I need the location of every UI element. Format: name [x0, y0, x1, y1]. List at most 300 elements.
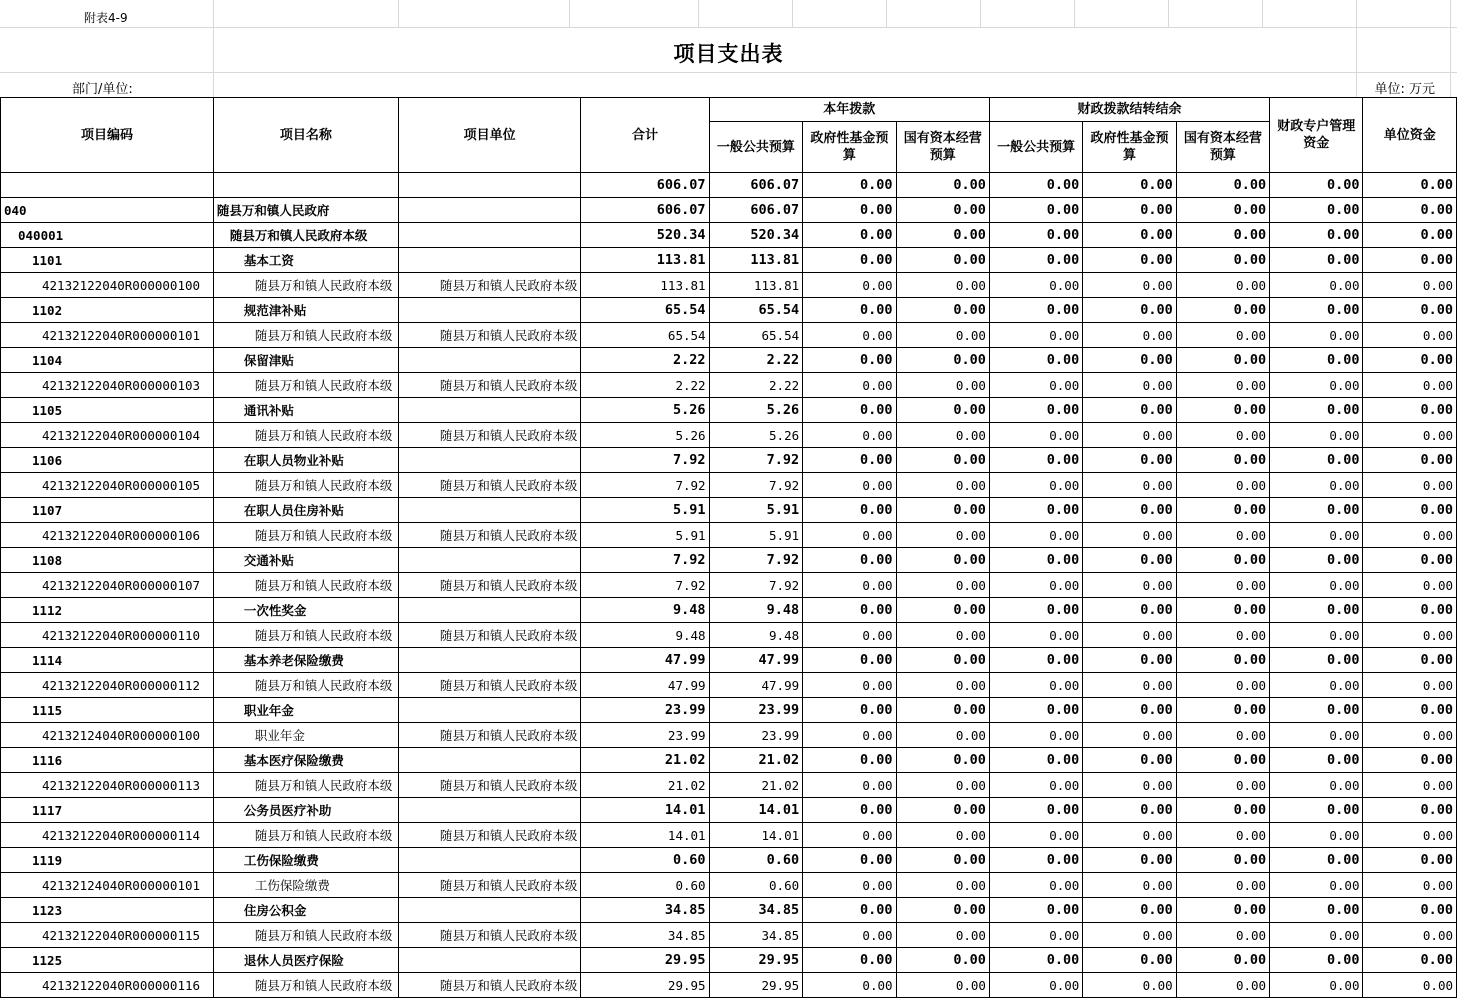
project-name-cell[interactable]: 随县万和镇人民政府本级 — [213, 773, 398, 798]
general-budget-cell[interactable]: 606.07 — [709, 198, 803, 223]
state-capital-budget-cell[interactable]: 0.00 — [896, 398, 989, 423]
project-unit-cell[interactable]: 随县万和镇人民政府本级 — [398, 823, 581, 848]
header-unit-funds[interactable]: 单位资金 — [1363, 98, 1457, 173]
general-budget-cell[interactable]: 29.95 — [709, 973, 803, 998]
carry-state-capital-budget-cell[interactable]: 0.00 — [1176, 273, 1269, 298]
general-budget-cell[interactable]: 5.26 — [709, 398, 803, 423]
project-name-cell[interactable]: 随县万和镇人民政府本级 — [213, 473, 398, 498]
special-account-funds-cell[interactable]: 0.00 — [1270, 623, 1363, 648]
general-budget-cell[interactable]: 47.99 — [709, 673, 803, 698]
carry-state-capital-budget-cell[interactable]: 0.00 — [1176, 173, 1269, 198]
project-unit-cell[interactable]: 随县万和镇人民政府本级 — [398, 273, 581, 298]
special-account-funds-cell[interactable]: 0.00 — [1270, 548, 1363, 573]
unit-funds-cell[interactable]: 0.00 — [1363, 973, 1457, 998]
unit-funds-cell[interactable]: 0.00 — [1363, 398, 1457, 423]
project-code-cell[interactable]: 42132122040R000000107 — [1, 573, 214, 598]
carry-general-budget-cell[interactable]: 0.00 — [989, 598, 1082, 623]
carry-gov-fund-budget-cell[interactable]: 0.00 — [1083, 473, 1176, 498]
carry-general-budget-cell[interactable]: 0.00 — [989, 573, 1082, 598]
gov-fund-budget-cell[interactable]: 0.00 — [803, 723, 896, 748]
project-name-cell[interactable]: 随县万和镇人民政府本级 — [213, 323, 398, 348]
project-name-cell[interactable]: 基本养老保险缴费 — [213, 648, 398, 673]
project-unit-cell[interactable] — [398, 173, 581, 198]
carry-state-capital-budget-cell[interactable]: 0.00 — [1176, 373, 1269, 398]
project-code-cell[interactable]: 1106 — [1, 448, 214, 473]
unit-funds-cell[interactable]: 0.00 — [1363, 323, 1457, 348]
carry-gov-fund-budget-cell[interactable]: 0.00 — [1083, 523, 1176, 548]
table-row[interactable] — [1, 648, 1457, 673]
total-cell[interactable]: 5.91 — [581, 498, 709, 523]
special-account-funds-cell[interactable]: 0.00 — [1270, 698, 1363, 723]
carry-gov-fund-budget-cell[interactable]: 0.00 — [1083, 173, 1176, 198]
special-account-funds-cell[interactable]: 0.00 — [1270, 923, 1363, 948]
unit-funds-cell[interactable]: 0.00 — [1363, 373, 1457, 398]
state-capital-budget-cell[interactable]: 0.00 — [896, 923, 989, 948]
unit-funds-cell[interactable]: 0.00 — [1363, 273, 1457, 298]
project-unit-cell[interactable]: 随县万和镇人民政府本级 — [398, 523, 581, 548]
total-cell[interactable]: 34.85 — [581, 923, 709, 948]
special-account-funds-cell[interactable]: 0.00 — [1270, 473, 1363, 498]
project-code-cell[interactable]: 42132122040R000000104 — [1, 423, 214, 448]
general-budget-cell[interactable]: 5.26 — [709, 423, 803, 448]
special-account-funds-cell[interactable]: 0.00 — [1270, 173, 1363, 198]
special-account-funds-cell[interactable]: 0.00 — [1270, 348, 1363, 373]
total-cell[interactable]: 29.95 — [581, 973, 709, 998]
state-capital-budget-cell[interactable]: 0.00 — [896, 673, 989, 698]
carry-general-budget-cell[interactable]: 0.00 — [989, 323, 1082, 348]
project-unit-cell[interactable]: 随县万和镇人民政府本级 — [398, 573, 581, 598]
state-capital-budget-cell[interactable]: 0.00 — [896, 873, 989, 898]
carry-general-budget-cell[interactable]: 0.00 — [989, 623, 1082, 648]
carry-gov-fund-budget-cell[interactable]: 0.00 — [1083, 898, 1176, 923]
carry-state-capital-budget-cell[interactable]: 0.00 — [1176, 898, 1269, 923]
project-unit-cell[interactable] — [398, 548, 581, 573]
general-budget-cell[interactable]: 14.01 — [709, 823, 803, 848]
carry-state-capital-budget-cell[interactable]: 0.00 — [1176, 398, 1269, 423]
total-cell[interactable]: 5.91 — [581, 523, 709, 548]
project-name-cell[interactable]: 在职人员住房补贴 — [213, 498, 398, 523]
special-account-funds-cell[interactable]: 0.00 — [1270, 423, 1363, 448]
project-code-cell[interactable]: 42132122040R000000113 — [1, 773, 214, 798]
carry-state-capital-budget-cell[interactable]: 0.00 — [1176, 198, 1269, 223]
state-capital-budget-cell[interactable]: 0.00 — [896, 748, 989, 773]
special-account-funds-cell[interactable]: 0.00 — [1270, 673, 1363, 698]
carry-general-budget-cell[interactable]: 0.00 — [989, 948, 1082, 973]
table-row[interactable] — [1, 298, 1457, 323]
carry-state-capital-budget-cell[interactable]: 0.00 — [1176, 598, 1269, 623]
table-row[interactable] — [1, 723, 1457, 748]
gov-fund-budget-cell[interactable]: 0.00 — [803, 348, 896, 373]
carry-general-budget-cell[interactable]: 0.00 — [989, 173, 1082, 198]
table-row[interactable] — [1, 748, 1457, 773]
project-unit-cell[interactable] — [398, 698, 581, 723]
gov-fund-budget-cell[interactable]: 0.00 — [803, 198, 896, 223]
project-code-cell[interactable]: 42132124040R000000101 — [1, 873, 214, 898]
gov-fund-budget-cell[interactable]: 0.00 — [803, 523, 896, 548]
total-cell[interactable]: 21.02 — [581, 748, 709, 773]
general-budget-cell[interactable]: 29.95 — [709, 948, 803, 973]
total-cell[interactable]: 65.54 — [581, 298, 709, 323]
project-name-cell[interactable]: 职业年金 — [213, 698, 398, 723]
state-capital-budget-cell[interactable]: 0.00 — [896, 598, 989, 623]
table-row[interactable] — [1, 348, 1457, 373]
general-budget-cell[interactable]: 23.99 — [709, 698, 803, 723]
general-budget-cell[interactable]: 0.60 — [709, 873, 803, 898]
carry-gov-fund-budget-cell[interactable]: 0.00 — [1083, 848, 1176, 873]
unit-funds-cell[interactable]: 0.00 — [1363, 823, 1457, 848]
table-row[interactable] — [1, 623, 1457, 648]
special-account-funds-cell[interactable]: 0.00 — [1270, 373, 1363, 398]
project-name-cell[interactable]: 随县万和镇人民政府本级 — [213, 923, 398, 948]
special-account-funds-cell[interactable]: 0.00 — [1270, 323, 1363, 348]
carry-gov-fund-budget-cell[interactable]: 0.00 — [1083, 623, 1176, 648]
gov-fund-budget-cell[interactable]: 0.00 — [803, 448, 896, 473]
project-unit-cell[interactable]: 随县万和镇人民政府本级 — [398, 873, 581, 898]
project-code-cell[interactable]: 42132122040R000000110 — [1, 623, 214, 648]
gov-fund-budget-cell[interactable]: 0.00 — [803, 423, 896, 448]
unit-funds-cell[interactable]: 0.00 — [1363, 673, 1457, 698]
state-capital-budget-cell[interactable]: 0.00 — [896, 273, 989, 298]
gov-fund-budget-cell[interactable]: 0.00 — [803, 598, 896, 623]
table-row[interactable] — [1, 673, 1457, 698]
table-row[interactable] — [1, 198, 1457, 223]
carry-general-budget-cell[interactable]: 0.00 — [989, 298, 1082, 323]
table-row[interactable] — [1, 248, 1457, 273]
carry-gov-fund-budget-cell[interactable]: 0.00 — [1083, 748, 1176, 773]
carry-gov-fund-budget-cell[interactable]: 0.00 — [1083, 323, 1176, 348]
carry-gov-fund-budget-cell[interactable]: 0.00 — [1083, 223, 1176, 248]
project-code-cell[interactable]: 1112 — [1, 598, 214, 623]
table-row[interactable] — [1, 873, 1457, 898]
carry-gov-fund-budget-cell[interactable]: 0.00 — [1083, 698, 1176, 723]
gov-fund-budget-cell[interactable]: 0.00 — [803, 773, 896, 798]
state-capital-budget-cell[interactable]: 0.00 — [896, 323, 989, 348]
carry-state-capital-budget-cell[interactable]: 0.00 — [1176, 698, 1269, 723]
header-group-current-year[interactable]: 本年拨款 — [709, 98, 989, 122]
state-capital-budget-cell[interactable]: 0.00 — [896, 573, 989, 598]
carry-general-budget-cell[interactable]: 0.00 — [989, 973, 1082, 998]
project-code-cell[interactable]: 1104 — [1, 348, 214, 373]
project-unit-cell[interactable] — [398, 223, 581, 248]
gov-fund-budget-cell[interactable]: 0.00 — [803, 498, 896, 523]
carry-state-capital-budget-cell[interactable]: 0.00 — [1176, 498, 1269, 523]
project-code-cell[interactable]: 1108 — [1, 548, 214, 573]
total-cell[interactable]: 606.07 — [581, 198, 709, 223]
table-row[interactable] — [1, 273, 1457, 298]
project-name-cell[interactable]: 随县万和镇人民政府本级 — [213, 573, 398, 598]
project-unit-cell[interactable]: 随县万和镇人民政府本级 — [398, 723, 581, 748]
state-capital-budget-cell[interactable]: 0.00 — [896, 898, 989, 923]
gov-fund-budget-cell[interactable]: 0.00 — [803, 223, 896, 248]
carry-general-budget-cell[interactable]: 0.00 — [989, 348, 1082, 373]
total-cell[interactable]: 7.92 — [581, 473, 709, 498]
state-capital-budget-cell[interactable]: 0.00 — [896, 823, 989, 848]
general-budget-cell[interactable]: 9.48 — [709, 623, 803, 648]
unit-funds-cell[interactable]: 0.00 — [1363, 923, 1457, 948]
header-carry-gov-fund-budget[interactable]: 政府性基金预算 — [1083, 122, 1176, 173]
project-unit-cell[interactable]: 随县万和镇人民政府本级 — [398, 373, 581, 398]
project-code-cell[interactable]: 1117 — [1, 798, 214, 823]
unit-funds-cell[interactable]: 0.00 — [1363, 698, 1457, 723]
carry-state-capital-budget-cell[interactable]: 0.00 — [1176, 473, 1269, 498]
carry-general-budget-cell[interactable]: 0.00 — [989, 673, 1082, 698]
unit-funds-cell[interactable]: 0.00 — [1363, 648, 1457, 673]
special-account-funds-cell[interactable]: 0.00 — [1270, 448, 1363, 473]
table-row[interactable] — [1, 598, 1457, 623]
carry-state-capital-budget-cell[interactable]: 0.00 — [1176, 298, 1269, 323]
carry-gov-fund-budget-cell[interactable]: 0.00 — [1083, 448, 1176, 473]
carry-general-budget-cell[interactable]: 0.00 — [989, 748, 1082, 773]
general-budget-cell[interactable]: 47.99 — [709, 648, 803, 673]
carry-general-budget-cell[interactable]: 0.00 — [989, 373, 1082, 398]
unit-funds-cell[interactable]: 0.00 — [1363, 748, 1457, 773]
carry-general-budget-cell[interactable]: 0.00 — [989, 698, 1082, 723]
header-name[interactable]: 项目名称 — [213, 98, 398, 173]
state-capital-budget-cell[interactable]: 0.00 — [896, 948, 989, 973]
gov-fund-budget-cell[interactable]: 0.00 — [803, 873, 896, 898]
state-capital-budget-cell[interactable]: 0.00 — [896, 448, 989, 473]
project-name-cell[interactable]: 退休人员医疗保险 — [213, 948, 398, 973]
project-code-cell[interactable]: 040 — [1, 198, 214, 223]
total-cell[interactable]: 65.54 — [581, 323, 709, 348]
carry-general-budget-cell[interactable]: 0.00 — [989, 198, 1082, 223]
carry-gov-fund-budget-cell[interactable]: 0.00 — [1083, 673, 1176, 698]
gov-fund-budget-cell[interactable]: 0.00 — [803, 573, 896, 598]
header-state-capital-budget[interactable]: 国有资本经营预算 — [896, 122, 989, 173]
unit-funds-cell[interactable]: 0.00 — [1363, 498, 1457, 523]
general-budget-cell[interactable]: 34.85 — [709, 923, 803, 948]
total-cell[interactable]: 47.99 — [581, 648, 709, 673]
special-account-funds-cell[interactable]: 0.00 — [1270, 848, 1363, 873]
state-capital-budget-cell[interactable]: 0.00 — [896, 423, 989, 448]
special-account-funds-cell[interactable]: 0.00 — [1270, 898, 1363, 923]
project-code-cell[interactable]: 1116 — [1, 748, 214, 773]
project-code-cell[interactable]: 42132122040R000000105 — [1, 473, 214, 498]
project-name-cell[interactable]: 交通补贴 — [213, 548, 398, 573]
carry-gov-fund-budget-cell[interactable]: 0.00 — [1083, 273, 1176, 298]
project-code-cell[interactable]: 1101 — [1, 248, 214, 273]
carry-gov-fund-budget-cell[interactable]: 0.00 — [1083, 248, 1176, 273]
total-cell[interactable]: 21.02 — [581, 773, 709, 798]
carry-state-capital-budget-cell[interactable]: 0.00 — [1176, 923, 1269, 948]
unit-funds-cell[interactable]: 0.00 — [1363, 198, 1457, 223]
carry-general-budget-cell[interactable]: 0.00 — [989, 448, 1082, 473]
unit-funds-cell[interactable]: 0.00 — [1363, 898, 1457, 923]
state-capital-budget-cell[interactable]: 0.00 — [896, 223, 989, 248]
project-name-cell[interactable] — [213, 173, 398, 198]
total-cell[interactable]: 23.99 — [581, 723, 709, 748]
carry-state-capital-budget-cell[interactable]: 0.00 — [1176, 873, 1269, 898]
special-account-funds-cell[interactable]: 0.00 — [1270, 973, 1363, 998]
table-row[interactable] — [1, 573, 1457, 598]
project-code-cell[interactable]: 42132122040R000000116 — [1, 973, 214, 998]
project-name-cell[interactable]: 随县万和镇人民政府本级 — [213, 423, 398, 448]
special-account-funds-cell[interactable]: 0.00 — [1270, 198, 1363, 223]
general-budget-cell[interactable]: 7.92 — [709, 448, 803, 473]
unit-funds-cell[interactable]: 0.00 — [1363, 298, 1457, 323]
project-unit-cell[interactable] — [398, 298, 581, 323]
special-account-funds-cell[interactable]: 0.00 — [1270, 748, 1363, 773]
table-row[interactable] — [1, 798, 1457, 823]
table-row[interactable] — [1, 498, 1457, 523]
total-cell[interactable]: 5.26 — [581, 423, 709, 448]
table-row[interactable] — [1, 398, 1457, 423]
general-budget-cell[interactable]: 113.81 — [709, 273, 803, 298]
project-code-cell[interactable]: 42132122040R000000106 — [1, 523, 214, 548]
state-capital-budget-cell[interactable]: 0.00 — [896, 173, 989, 198]
special-account-funds-cell[interactable]: 0.00 — [1270, 298, 1363, 323]
project-code-cell[interactable]: 42132122040R000000103 — [1, 373, 214, 398]
project-code-cell[interactable]: 42132122040R000000114 — [1, 823, 214, 848]
general-budget-cell[interactable]: 7.92 — [709, 548, 803, 573]
project-code-cell[interactable]: 1119 — [1, 848, 214, 873]
state-capital-budget-cell[interactable]: 0.00 — [896, 723, 989, 748]
general-budget-cell[interactable]: 23.99 — [709, 723, 803, 748]
total-cell[interactable]: 5.26 — [581, 398, 709, 423]
project-code-cell[interactable]: 1105 — [1, 398, 214, 423]
carry-state-capital-budget-cell[interactable]: 0.00 — [1176, 248, 1269, 273]
project-unit-cell[interactable] — [398, 398, 581, 423]
header-gov-fund-budget[interactable]: 政府性基金预算 — [803, 122, 896, 173]
table-row[interactable] — [1, 773, 1457, 798]
special-account-funds-cell[interactable]: 0.00 — [1270, 773, 1363, 798]
general-budget-cell[interactable]: 520.34 — [709, 223, 803, 248]
project-name-cell[interactable]: 基本工资 — [213, 248, 398, 273]
state-capital-budget-cell[interactable]: 0.00 — [896, 773, 989, 798]
special-account-funds-cell[interactable]: 0.00 — [1270, 523, 1363, 548]
project-name-cell[interactable]: 公务员医疗补助 — [213, 798, 398, 823]
special-account-funds-cell[interactable]: 0.00 — [1270, 573, 1363, 598]
header-carry-state-capital-budget[interactable]: 国有资本经营预算 — [1176, 122, 1269, 173]
project-name-cell[interactable]: 保留津贴 — [213, 348, 398, 373]
special-account-funds-cell[interactable]: 0.00 — [1270, 723, 1363, 748]
unit-funds-cell[interactable]: 0.00 — [1363, 598, 1457, 623]
project-name-cell[interactable]: 随县万和镇人民政府本级 — [213, 673, 398, 698]
header-special-account-funds[interactable]: 财政专户管理资金 — [1270, 98, 1363, 173]
general-budget-cell[interactable]: 113.81 — [709, 248, 803, 273]
unit-funds-cell[interactable]: 0.00 — [1363, 848, 1457, 873]
table-row[interactable] — [1, 523, 1457, 548]
carry-general-budget-cell[interactable]: 0.00 — [989, 823, 1082, 848]
gov-fund-budget-cell[interactable]: 0.00 — [803, 173, 896, 198]
carry-gov-fund-budget-cell[interactable]: 0.00 — [1083, 773, 1176, 798]
carry-state-capital-budget-cell[interactable]: 0.00 — [1176, 423, 1269, 448]
special-account-funds-cell[interactable]: 0.00 — [1270, 948, 1363, 973]
carry-state-capital-budget-cell[interactable]: 0.00 — [1176, 673, 1269, 698]
general-budget-cell[interactable]: 5.91 — [709, 523, 803, 548]
carry-gov-fund-budget-cell[interactable]: 0.00 — [1083, 798, 1176, 823]
project-code-cell[interactable]: 1107 — [1, 498, 214, 523]
project-name-cell[interactable]: 规范津补贴 — [213, 298, 398, 323]
gov-fund-budget-cell[interactable]: 0.00 — [803, 323, 896, 348]
unit-funds-cell[interactable]: 0.00 — [1363, 573, 1457, 598]
unit-funds-cell[interactable]: 0.00 — [1363, 548, 1457, 573]
header-group-carryover[interactable]: 财政拨款结转结余 — [989, 98, 1269, 122]
unit-funds-cell[interactable]: 0.00 — [1363, 223, 1457, 248]
project-code-cell[interactable]: 42132124040R000000100 — [1, 723, 214, 748]
project-unit-cell[interactable] — [398, 198, 581, 223]
carry-general-budget-cell[interactable]: 0.00 — [989, 223, 1082, 248]
carry-general-budget-cell[interactable]: 0.00 — [989, 423, 1082, 448]
carry-general-budget-cell[interactable]: 0.00 — [989, 273, 1082, 298]
project-name-cell[interactable]: 随县万和镇人民政府本级 — [213, 223, 398, 248]
project-name-cell[interactable]: 随县万和镇人民政府本级 — [213, 973, 398, 998]
special-account-funds-cell[interactable]: 0.00 — [1270, 648, 1363, 673]
total-cell[interactable]: 2.22 — [581, 373, 709, 398]
total-cell[interactable]: 113.81 — [581, 273, 709, 298]
total-cell[interactable]: 14.01 — [581, 798, 709, 823]
project-name-cell[interactable]: 通讯补贴 — [213, 398, 398, 423]
carry-state-capital-budget-cell[interactable]: 0.00 — [1176, 823, 1269, 848]
table-row[interactable] — [1, 823, 1457, 848]
special-account-funds-cell[interactable]: 0.00 — [1270, 598, 1363, 623]
total-cell[interactable]: 113.81 — [581, 248, 709, 273]
project-unit-cell[interactable] — [398, 898, 581, 923]
gov-fund-budget-cell[interactable]: 0.00 — [803, 698, 896, 723]
carry-general-budget-cell[interactable]: 0.00 — [989, 873, 1082, 898]
general-budget-cell[interactable]: 5.91 — [709, 498, 803, 523]
project-name-cell[interactable]: 随县万和镇人民政府本级 — [213, 523, 398, 548]
gov-fund-budget-cell[interactable]: 0.00 — [803, 748, 896, 773]
carry-state-capital-budget-cell[interactable]: 0.00 — [1176, 973, 1269, 998]
project-unit-cell[interactable] — [398, 448, 581, 473]
state-capital-budget-cell[interactable]: 0.00 — [896, 973, 989, 998]
carry-gov-fund-budget-cell[interactable]: 0.00 — [1083, 398, 1176, 423]
table-row[interactable] — [1, 548, 1457, 573]
carry-general-budget-cell[interactable]: 0.00 — [989, 398, 1082, 423]
project-unit-cell[interactable] — [398, 648, 581, 673]
special-account-funds-cell[interactable]: 0.00 — [1270, 273, 1363, 298]
general-budget-cell[interactable]: 0.60 — [709, 848, 803, 873]
gov-fund-budget-cell[interactable]: 0.00 — [803, 948, 896, 973]
carry-gov-fund-budget-cell[interactable]: 0.00 — [1083, 198, 1176, 223]
project-code-cell[interactable]: 42132122040R000000101 — [1, 323, 214, 348]
gov-fund-budget-cell[interactable]: 0.00 — [803, 623, 896, 648]
gov-fund-budget-cell[interactable]: 0.00 — [803, 798, 896, 823]
table-row[interactable] — [1, 223, 1457, 248]
project-name-cell[interactable]: 一次性奖金 — [213, 598, 398, 623]
header-code[interactable]: 项目编码 — [1, 98, 214, 173]
unit-funds-cell[interactable]: 0.00 — [1363, 348, 1457, 373]
carry-general-budget-cell[interactable]: 0.00 — [989, 848, 1082, 873]
gov-fund-budget-cell[interactable]: 0.00 — [803, 648, 896, 673]
carry-gov-fund-budget-cell[interactable]: 0.00 — [1083, 873, 1176, 898]
gov-fund-budget-cell[interactable]: 0.00 — [803, 848, 896, 873]
state-capital-budget-cell[interactable]: 0.00 — [896, 623, 989, 648]
carry-gov-fund-budget-cell[interactable]: 0.00 — [1083, 598, 1176, 623]
general-budget-cell[interactable]: 9.48 — [709, 598, 803, 623]
carry-gov-fund-budget-cell[interactable]: 0.00 — [1083, 373, 1176, 398]
project-name-cell[interactable]: 随县万和镇人民政府本级 — [213, 623, 398, 648]
carry-state-capital-budget-cell[interactable]: 0.00 — [1176, 323, 1269, 348]
state-capital-budget-cell[interactable]: 0.00 — [896, 648, 989, 673]
special-account-funds-cell[interactable]: 0.00 — [1270, 823, 1363, 848]
table-row[interactable] — [1, 448, 1457, 473]
gov-fund-budget-cell[interactable]: 0.00 — [803, 898, 896, 923]
project-code-cell[interactable]: 1125 — [1, 948, 214, 973]
total-cell[interactable]: 0.60 — [581, 848, 709, 873]
carry-gov-fund-budget-cell[interactable]: 0.00 — [1083, 723, 1176, 748]
header-carry-general-budget[interactable]: 一般公共预算 — [989, 122, 1082, 173]
unit-funds-cell[interactable]: 0.00 — [1363, 948, 1457, 973]
table-row[interactable] — [1, 423, 1457, 448]
table-row[interactable] — [1, 848, 1457, 873]
total-cell[interactable]: 520.34 — [581, 223, 709, 248]
gov-fund-budget-cell[interactable]: 0.00 — [803, 398, 896, 423]
carry-state-capital-budget-cell[interactable]: 0.00 — [1176, 223, 1269, 248]
state-capital-budget-cell[interactable]: 0.00 — [896, 348, 989, 373]
project-name-cell[interactable]: 基本医疗保险缴费 — [213, 748, 398, 773]
